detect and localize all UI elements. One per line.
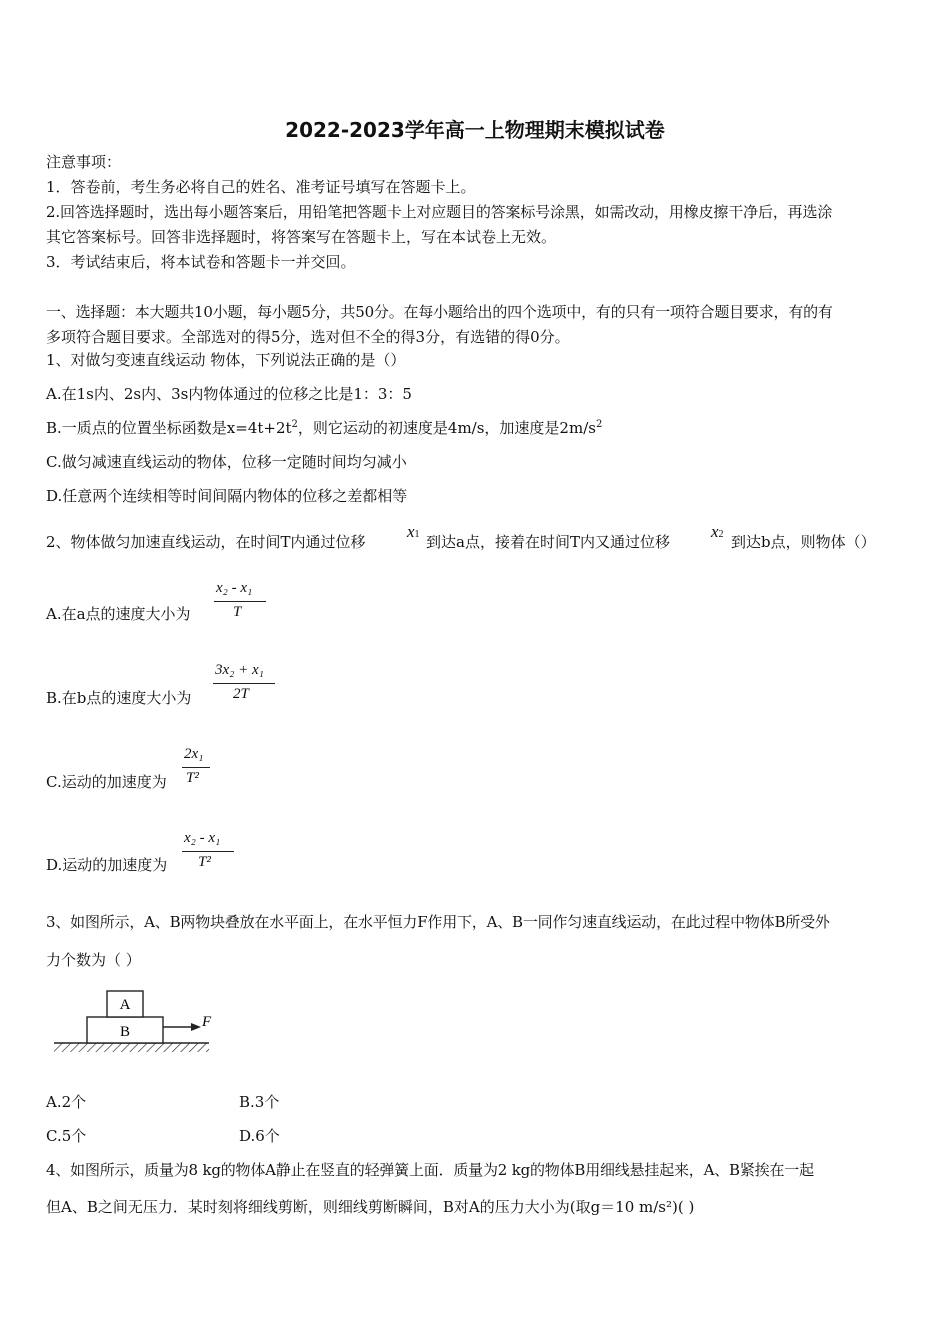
q2-option-a-denominator: T: [233, 604, 242, 620]
notice-item-1: 1．答卷前，考生务必将自己的姓名、准考证号填写在答题卡上。: [46, 178, 476, 196]
notice-item-2: 2.回答选择题时，选出每小题答案后，用铅笔把答题卡上对应题目的答案标号涂黑，如需改动，用橡皮擦干净后，再选涂: [46, 203, 833, 221]
q2-option-d-numerator: x₂ - x₁: [184, 830, 221, 846]
q2-stem-1: 2、物体做匀加速直线运动，在时间T内通过位移: [46, 533, 366, 551]
q3-block-diagram: [52, 985, 222, 1060]
q1-option-a: A.在1s内、2s内、3s内物体通过的位移之比是1：3：5: [46, 385, 412, 403]
q1-option-d: D.任意两个连续相等时间间隔内物体的位移之差都相等: [46, 487, 408, 505]
notice-item-2-cont: 其它答案标号。回答非选择题时，将答案写在答题卡上，写在本试卷上无效。: [46, 228, 557, 246]
fraction-bar: [214, 601, 266, 602]
notice-item-3: 3．考试结束后，将本试卷和答题卡一并交回。: [46, 253, 356, 271]
fraction-bar: [182, 767, 210, 768]
q2-option-d-label: D.运动的加速度为: [46, 856, 168, 874]
q1-stem: 1、对做匀变速直线运动 物体，下列说法正确的是（）: [46, 351, 406, 369]
q2-option-b-denominator: 2T: [233, 686, 249, 702]
q1-option-b-sup2: 2: [595, 419, 603, 430]
q2-option-b-numerator: 3x₂ + x₁: [215, 662, 264, 678]
q2-option-a-numerator: x₂ - x₁: [216, 580, 253, 596]
q2-stem-2: 到达a点，接着在时间T内又通过位移: [426, 533, 670, 551]
q3-option-a: A.2个: [46, 1093, 87, 1111]
q2-option-a-label: A.在a点的速度大小为: [46, 605, 191, 623]
fraction-bar: [182, 851, 234, 852]
q1-option-b-pre: B.一质点的位置坐标函数是x=4t+2t: [46, 419, 292, 437]
q3-stem-1: 3、如图所示，A、B两物块叠放在水平面上，在水平恒力F作用下，A、B一同作匀速直线运动，在此过程中物体B所受外: [46, 913, 830, 931]
ground-hatching: [54, 1043, 209, 1052]
section-intro-line2: 多项符合题目要求。全部选对的得5分，选对但不全的得3分，有选错的得0分。: [46, 328, 570, 346]
q2-option-a-fraction: [214, 580, 268, 626]
q2-option-c-label: C.运动的加速度为: [46, 773, 167, 791]
q3-option-d: D.6个: [239, 1127, 280, 1145]
q2-option-c-fraction: [182, 746, 216, 792]
q4-stem-1: 4、如图所示，质量为8 kg的物体A静止在竖直的轻弹簧上面．质量为2 kg的物体B用细线悬挂起来，A、B紧挨在一起: [46, 1161, 814, 1179]
q2-stem-3: 到达b点，则物体（）: [731, 533, 876, 551]
block-a-label: A: [119, 997, 131, 1013]
q1-option-b: [46, 418, 602, 438]
q1-option-b-post: ，则它运动的初速度是4m/s，加速度是2m/s: [297, 419, 596, 437]
notice-heading: 注意事项：: [46, 153, 122, 171]
q2-option-d-denominator: T²: [198, 854, 211, 870]
fraction-bar: [213, 683, 275, 684]
q2-option-b-fraction: [213, 662, 277, 708]
block-b-label: B: [119, 1024, 131, 1040]
q3-stem-2: 力个数为（ ）: [46, 951, 141, 969]
q3-option-c: C.5个: [46, 1127, 87, 1145]
force-arrow-head: [191, 1023, 201, 1031]
q4-stem-2: 但A、B之间无压力．某时刻将细线剪断，则细线剪断瞬间，B对A的压力大小为(取g＝10 m/s²)( ): [46, 1198, 695, 1216]
section-intro-line1: 一、选择题：本大题共10小题，每小题5分，共50分。在每小题给出的四个选项中，有的只有一项符合题目要求，有的有: [46, 303, 833, 321]
q2-x2: x2: [711, 522, 724, 541]
q3-option-b: B.3个: [239, 1093, 280, 1111]
q2-x1: x1: [407, 522, 420, 541]
q2-option-c-numerator: 2x₁: [184, 746, 204, 762]
q2-option-d-fraction: [182, 830, 238, 876]
q2-option-c-denominator: T²: [186, 770, 199, 786]
q2-option-b-label: B.在b点的速度大小为: [46, 689, 192, 707]
page-title: 2022-2023学年高一上物理期末模拟试卷: [285, 118, 665, 142]
q1-option-c: C.做匀减速直线运动的物体，位移一定随时间均匀减小: [46, 453, 407, 471]
force-label: F: [202, 1014, 212, 1030]
q1-option-b-sup: 2: [291, 419, 298, 430]
